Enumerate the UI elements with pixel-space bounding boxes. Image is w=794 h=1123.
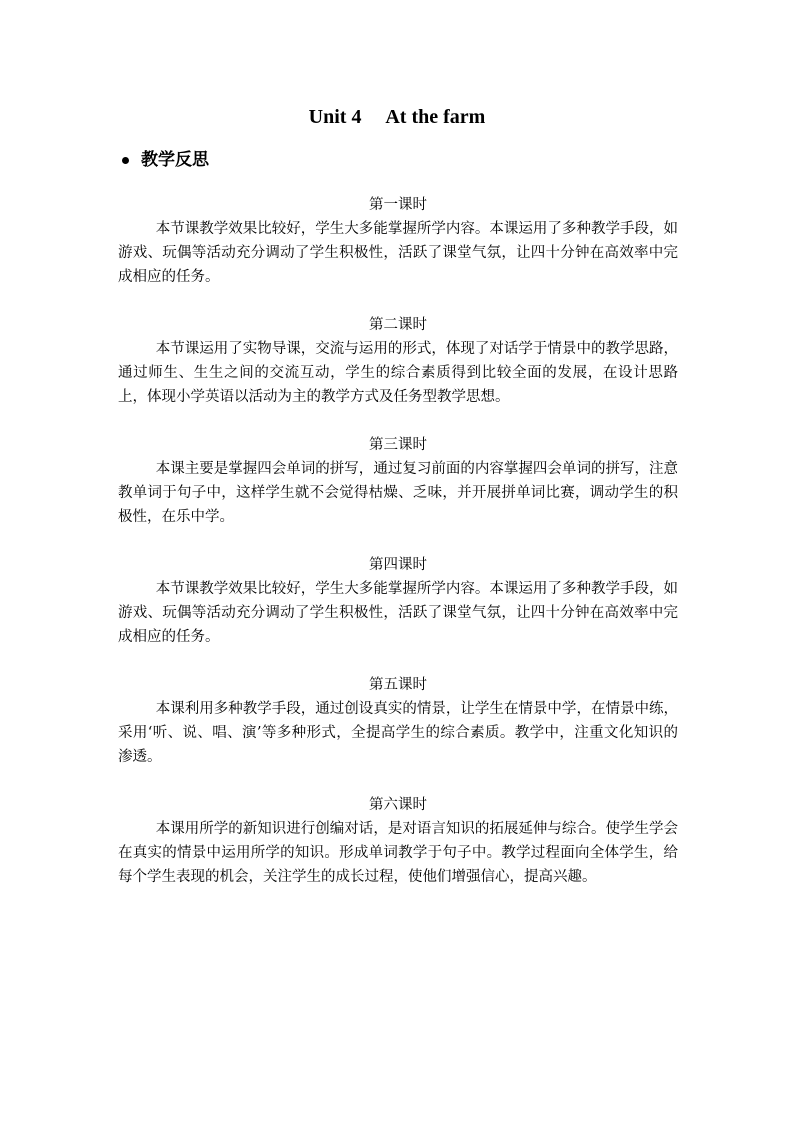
lessons-list bbox=[118, 193, 678, 913]
lesson-section bbox=[118, 193, 678, 289]
lesson-title: 第二课时 bbox=[369, 317, 427, 333]
lesson-section bbox=[118, 553, 678, 649]
bullet-icon bbox=[122, 157, 129, 164]
lesson-body: 本节课教学效果比较好，学生大多能掌握所学内容。本课运用了多种教学手段，如游戏、玩偶等活动充分调动了学生积极性，活跃了课堂气氛，让四十分钟在高效率中完成相应的任务。 bbox=[118, 221, 678, 285]
lesson-title: 第四课时 bbox=[369, 557, 427, 573]
lesson-body: 本节课教学效果比较好，学生大多能掌握所学内容。本课运用了多种教学手段，如游戏、玩偶等活动充分调动了学生积极性，活跃了课堂气氛，让四十分钟在高效率中完成相应的任务。 bbox=[118, 581, 678, 645]
lesson-section bbox=[118, 313, 678, 409]
lesson-body: 本课主要是掌握四会单词的拼写，通过复习前面的内容掌握四会单词的拼写，注意教单词于句子中，这样学生就不会觉得枯燥、乏味，并开展拼单词比赛，调动学生的积极性，在乐中学。 bbox=[118, 461, 678, 525]
section-heading bbox=[118, 147, 209, 173]
lesson-title: 第六课时 bbox=[369, 797, 427, 813]
lesson-title: 第一课时 bbox=[369, 197, 427, 213]
lesson-title: 第三课时 bbox=[369, 437, 427, 453]
lesson-body: 本课用所学的新知识进行创编对话，是对语言知识的拓展延伸与综合。使学生学会在真实的情景中运用所学的知识。形成单词教学于句子中。教学过程面向全体学生，给每个学生表现的机会，关注学生的成长过程，使他们增强信心，提高兴趣。 bbox=[118, 821, 678, 885]
section-heading-label: 教学反思 bbox=[141, 150, 209, 170]
document-title: Unit 4 At the farm bbox=[308, 106, 486, 128]
lesson-section bbox=[118, 433, 678, 529]
lesson-body: 本节课运用了实物导课，交流与运用的形式，体现了对话学于情景中的教学思路，通过师生、生生之间的交流互动，学生的综合素质得到比较全面的发展，在设计思路上，体现小学英语以活动为主的教学方式及任务型教学思想。 bbox=[118, 341, 678, 405]
lesson-body: 本课利用多种教学手段，通过创设真实的情景，让学生在情景中学，在情景中练，采用‘听、说、唱、演’等多种形式，全提高学生的综合素质。教学中，注重文化知识的渗透。 bbox=[118, 701, 678, 765]
lesson-section bbox=[118, 673, 678, 769]
lesson-section bbox=[118, 793, 678, 889]
lesson-title: 第五课时 bbox=[369, 677, 427, 693]
